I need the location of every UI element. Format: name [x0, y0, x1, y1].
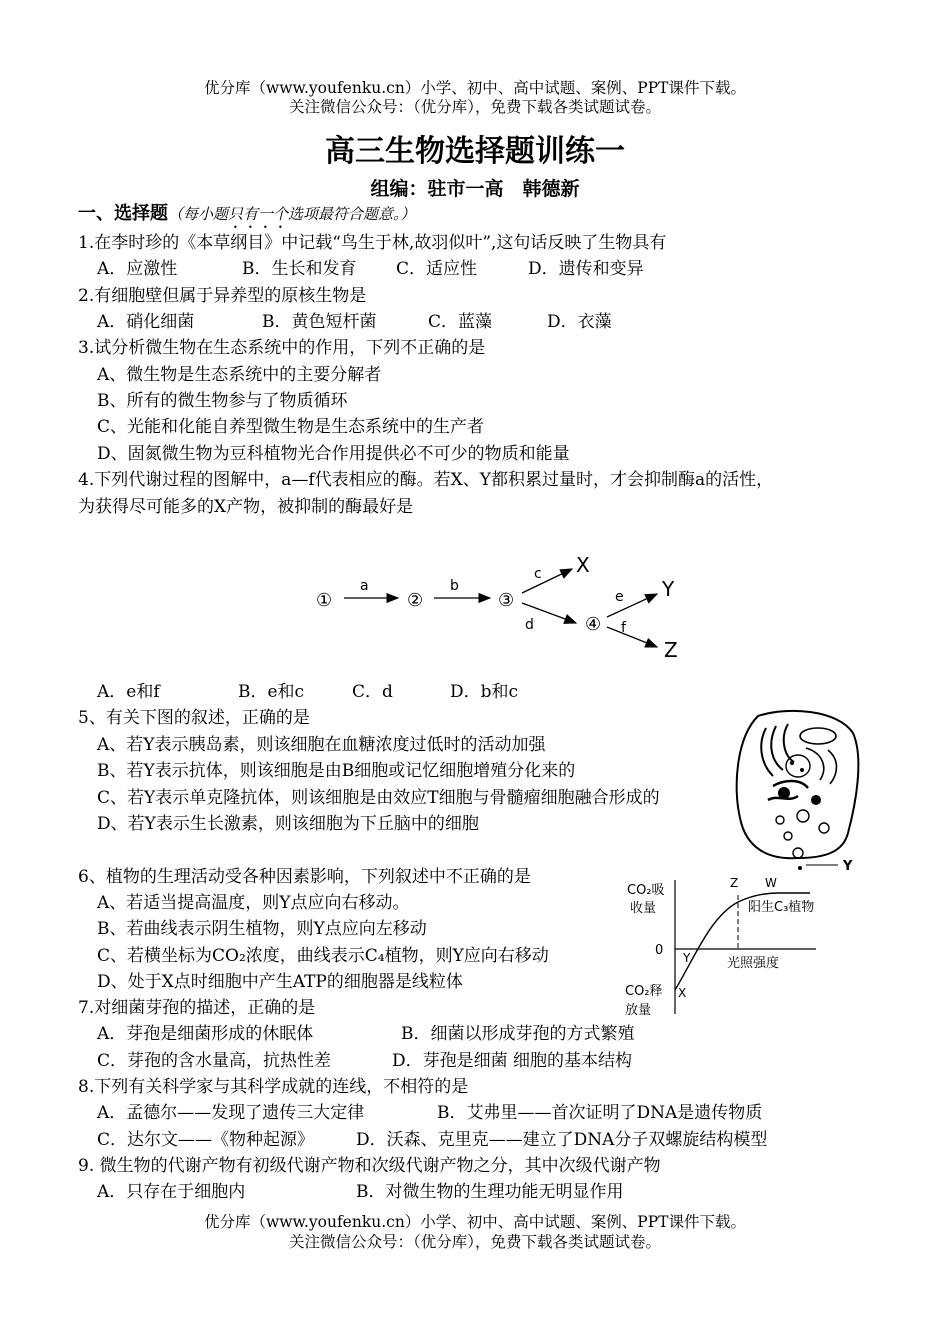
- section-note-post: 选项最符合题意。）: [288, 205, 416, 223]
- q7-option-b: B．细菌以形成芽孢的方式繁殖: [401, 1024, 635, 1044]
- q9-option-b: B．对微生物的生理功能无明显作用: [356, 1182, 624, 1202]
- enzyme-a: a: [360, 578, 369, 594]
- header-line-1: 优分库（www.youfenku.cn）小学、初中、高中试题、案例、PPT课件下载。: [203, 79, 747, 97]
- q8-stem: 8.下列有关科学家与其科学成就的连线，不相符的是: [78, 1077, 469, 1097]
- x-axis-label: 光照强度: [727, 956, 780, 971]
- golgi-apparatus: [761, 724, 794, 776]
- section-heading: [78, 203, 416, 232]
- nucleolus: [811, 795, 821, 805]
- q1-stem: 1.在李时珍的《本草纲目》中记载“鸟生于林,故羽似叶”,这句话反映了生物具有: [78, 233, 667, 253]
- arrow-c: [522, 569, 572, 593]
- q5-secretory-cell-diagram: [728, 708, 870, 876]
- q7-option-a: A．芽孢是细菌形成的休眠体: [97, 1024, 314, 1044]
- q7-stem: 7.对细菌芽孢的描述，正确的是: [78, 998, 316, 1018]
- q1-option-c: C．适应性: [396, 259, 478, 279]
- cell-label-y: Y: [843, 859, 853, 874]
- q1-option-d: D．遗传和变异: [528, 259, 644, 279]
- q3-option-b: B、所有的微生物参与了物质循环: [97, 391, 348, 411]
- q1-option-a: A．应激性: [97, 259, 178, 279]
- q6-option-d: D、处于X点时细胞中产生ATP的细胞器是线粒体: [97, 972, 463, 992]
- node-2: ②: [407, 590, 424, 611]
- enzyme-e: e: [615, 589, 624, 605]
- q7-option-c: C．芽孢的含水量高，抗热性差: [97, 1051, 332, 1071]
- footer-line-2: 关注微信公众号：（优分库），免费下载各类试题试卷。: [288, 1233, 661, 1251]
- node-1: ①: [316, 590, 333, 611]
- enzyme-f: f: [621, 620, 626, 636]
- enzyme-b: b: [450, 578, 459, 594]
- product-x: X: [576, 553, 590, 577]
- q8-option-c: C．达尔文——《物种起源》: [97, 1130, 315, 1150]
- vesicle: [793, 848, 803, 858]
- granule: [790, 761, 794, 765]
- q3-stem: 3.试分析微生物在生态系统中的作用，下列不正确的是: [78, 338, 486, 358]
- q7-option-d: D．芽孢是细菌 细胞的基本结构: [392, 1051, 633, 1071]
- q9-stem: 9. 微生物的代谢产物有初级代谢产物和次级代谢产物之分，其中次级代谢产物: [78, 1156, 661, 1176]
- q6-option-b: B、若曲线表示阴生植物，则Y点应向左移动: [97, 919, 427, 939]
- node-3: ③: [498, 590, 515, 611]
- arrow-f: [607, 627, 657, 647]
- q3-option-d: D、固氮微生物为豆科植物光合作用提供必不可少的物质和能量: [97, 444, 570, 464]
- q2-option-d: D．衣藻: [547, 312, 612, 332]
- nucleolus: [778, 787, 790, 799]
- section-title: 一、选择题: [78, 203, 168, 224]
- q4-metabolic-pathway-diagram: [300, 545, 700, 670]
- origin-label: 0: [655, 943, 664, 958]
- section-note-pre: （每小题: [168, 205, 229, 223]
- vesicle: [776, 816, 784, 824]
- y-label-release-2: 放量: [625, 1003, 652, 1018]
- q6-option-c: C、若横坐标为CO₂浓度，曲线表示C₄植物，则Y应向右移动: [97, 946, 549, 966]
- footer-line-1: 优分库（www.youfenku.cn）小学、初中、高中试题、案例、PPT课件下载。: [203, 1213, 747, 1231]
- mitochondrion: [800, 728, 836, 744]
- q4-option-d: D．b和c: [450, 682, 519, 702]
- q3-option-c: C、光能和化能自养型微生物是生态系统中的生产者: [97, 417, 485, 437]
- header-line-2: 关注微信公众号：（优分库），免费下载各类试题试卷。: [288, 98, 661, 116]
- q2-option-b: B．黄色短杆菌: [262, 312, 377, 332]
- q2-option-a: A．硝化细菌: [97, 312, 195, 332]
- point-w-label: W: [765, 876, 777, 890]
- q5-option-c: C、若Y表示单克隆抗体，则该细胞是由效应T细胞与骨髓瘤细胞融合形成的: [97, 788, 660, 808]
- y-label-release-1: CO₂释: [625, 984, 663, 999]
- product-z: Z: [664, 638, 678, 662]
- q4-stem-line-2: 为获得尽可能多的X产物，被抑制的酶最好是: [78, 497, 414, 517]
- point-z-label: Z: [730, 876, 739, 890]
- secreted-granule: [798, 866, 802, 870]
- q4-option-c: C．d: [352, 682, 393, 702]
- q4-option-a: A．e和f: [97, 682, 160, 702]
- point-y-label: Y: [683, 951, 691, 965]
- vesicle: [797, 810, 809, 822]
- cell-membrane: [737, 711, 859, 858]
- q6-option-a: A、若适当提高温度，则Y点应向右移动。: [97, 893, 410, 913]
- q8-option-a: A．孟德尔——发现了遗传三大定律: [97, 1103, 365, 1123]
- q1-option-b: B．生长和发育: [242, 259, 357, 279]
- q2-stem: 2.有细胞壁但属于异养型的原核生物是: [78, 286, 367, 306]
- q9-option-a: A．只存在于细胞内: [97, 1182, 246, 1202]
- q5-stem: 5、有关下图的叙述，正确的是: [78, 708, 310, 728]
- q8-option-d: D．沃森、克里克——建立了DNA分子双螺旋结构模型: [356, 1130, 768, 1150]
- q2-option-c: C．蓝藻: [428, 312, 493, 332]
- vesicle: [786, 755, 810, 777]
- q5-option-b: B、若Y表示抗体，则该细胞是由B细胞或记忆细胞增殖分化来的: [97, 761, 576, 781]
- page-subtitle: 组编：驻市一高 韩德新: [370, 178, 580, 200]
- vesicle: [784, 832, 792, 840]
- q5-option-a: A、若Y表示胰岛素，则该细胞在血糖浓度过低时的活动加强: [97, 735, 546, 755]
- product-y: Y: [662, 577, 675, 601]
- page-title: 高三生物选择题训练一: [325, 134, 625, 169]
- enzyme-d: d: [525, 617, 534, 633]
- curve-label: 阳生C₃植物: [748, 900, 815, 915]
- section-note-emphasis: 只有一个: [228, 205, 289, 223]
- enzyme-c: c: [534, 566, 542, 582]
- q4-stem-line-1: 4.下列代谢过程的图解中，a—f代表相应的酶。若X、Y都积累过量时，才会抑制酶a的活性，: [78, 470, 774, 490]
- node-4: ④: [585, 614, 602, 635]
- y-label-absorb-2: 收量: [630, 901, 657, 916]
- y-label-absorb-1: CO₂吸: [627, 883, 665, 898]
- q6-stem: 6、植物的生理活动受各种因素影响，下列叙述中不正确的是: [78, 867, 531, 887]
- q5-option-d: D、若Y表示生长激素，则该细胞为下丘脑中的细胞: [97, 814, 479, 834]
- granule: [800, 768, 804, 772]
- vesicle: [819, 823, 829, 833]
- point-x-label: X: [678, 986, 687, 1000]
- q3-option-a: A、微生物是生态系统中的主要分解者: [97, 365, 382, 385]
- q8-option-b: B．艾弗里——首次证明了DNA是遗传物质: [437, 1103, 763, 1123]
- q4-option-b: B．e和c: [238, 682, 305, 702]
- q6-photosynthesis-graph: [620, 872, 840, 1022]
